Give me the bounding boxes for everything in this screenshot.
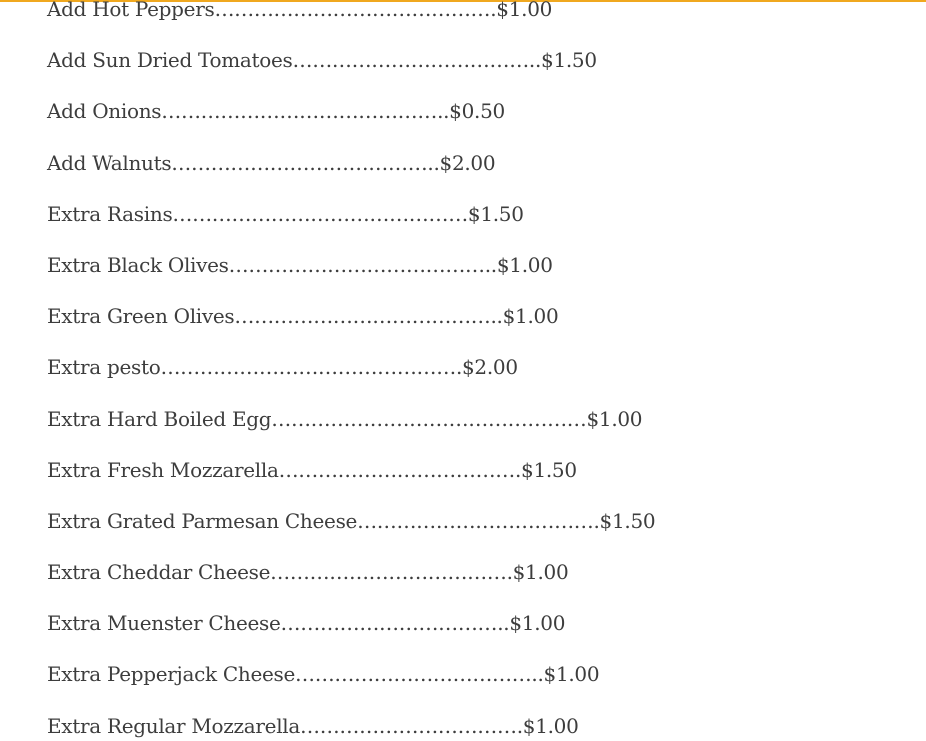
menu-item-text: Extra Fresh Mozzarella……………………………….$1.50 [47,457,577,482]
menu-item-text: Extra Black Olives…………………………………..$1.00 [47,252,553,277]
menu-item-pesto [47,342,655,393]
menu-item-black-olives [47,240,655,291]
menu-item-text: Add Onions……………………………………..$0.50 [47,99,505,124]
menu-item-text: Extra Cheddar Cheese……………………………….$1.00 [47,560,569,585]
menu-item-grated-parmesan [47,496,655,547]
menu-item-text: Add Sun Dried Tomatoes………………………………..$1.50 [47,48,597,73]
menu-item-regular-mozzarella [47,701,655,741]
menu-item-onions [47,86,655,137]
menu-item-rasins [47,189,655,240]
menu-item-text: Extra Pepperjack Cheese………………………………..$1.00 [47,662,600,687]
menu-item-green-olives [47,291,655,342]
menu-item-text: Add Walnuts…………………………………..$2.00 [47,150,496,175]
add-ons-price-list [47,0,655,741]
menu-item-text: Extra Rasins………………………………………$1.50 [47,201,524,226]
menu-item-text: Extra Muenster Cheese……………………………..$1.00 [47,611,566,636]
menu-item-hard-boiled-egg [47,394,655,445]
menu-item-text: Add Hot Peppers…………………………………….$1.00 [47,0,553,21]
menu-item-text: Extra Regular Mozzarella…………………………….$1.00 [47,713,579,738]
menu-item-hot-peppers [47,0,655,35]
menu-item-text: Extra Grated Parmesan Cheese……………………………….$1.50 [47,508,656,533]
menu-item-text: Extra Green Olives…………………………………..$1.00 [47,304,559,329]
menu-item-pepperjack [47,649,655,700]
menu-item-walnuts [47,138,655,189]
menu-item-muenster [47,598,655,649]
menu-item-text: Extra Hard Boiled Egg…………………………………………$1.00 [47,406,643,431]
menu-item-text: Extra pesto……………………………………….$2.00 [47,355,518,380]
menu-item-fresh-mozzarella [47,445,655,496]
menu-item-sun-dried-tomatoes [47,35,655,86]
menu-item-cheddar [47,547,655,598]
